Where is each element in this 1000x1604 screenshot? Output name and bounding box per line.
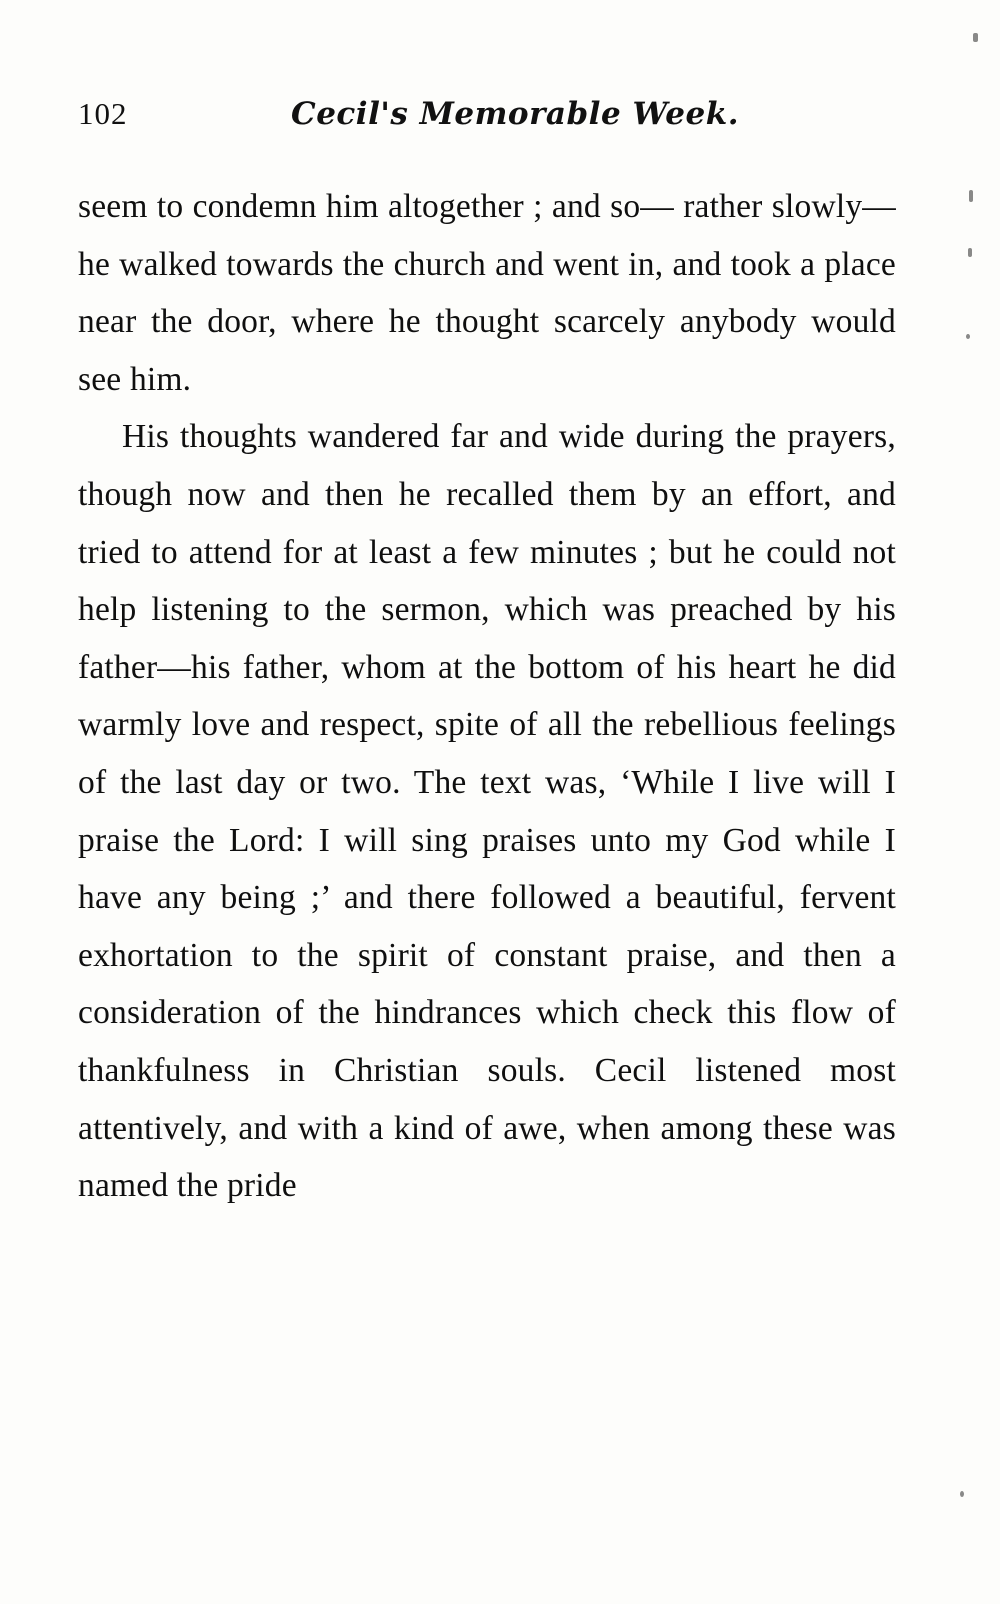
paragraph: His thoughts wandered far and wide during the prayers, though now and then he recalled them by an effort, and tried to attend for at least a few minutes ; but he could not help listening to the sermon, which was preached by his father—his father, whom at the bottom of his heart he did warmly love and respect, spite of all the rebellious feelings of the last day or two. The text was, ‘While I live will I praise the Lord: I will sing praises unto my God while I have any being ;’ and there followed a beautiful, fervent exhortation to the spirit of constant praise, and then a consideration of the hindrances which check this flow of thankfulness in Christian souls. Cecil listened most attentively, and with a kind of awe, when among these was named the pride (78, 418, 896, 1205)
print-speckle (966, 334, 970, 339)
print-speckle (973, 33, 978, 42)
page-number: 102 (78, 96, 128, 131)
body-text (78, 178, 896, 1215)
running-title: Cecil's Memorable Week. (291, 96, 739, 132)
paragraph: seem to condemn him altogether ; and so— rather slowly—he walked towards the church and went in, and took a place near the door, where he thought scarcely anybody would see him. (78, 188, 896, 398)
print-speckle (968, 248, 972, 257)
page-header (78, 96, 922, 144)
print-speckle (969, 190, 973, 202)
print-speckle (960, 1491, 964, 1497)
